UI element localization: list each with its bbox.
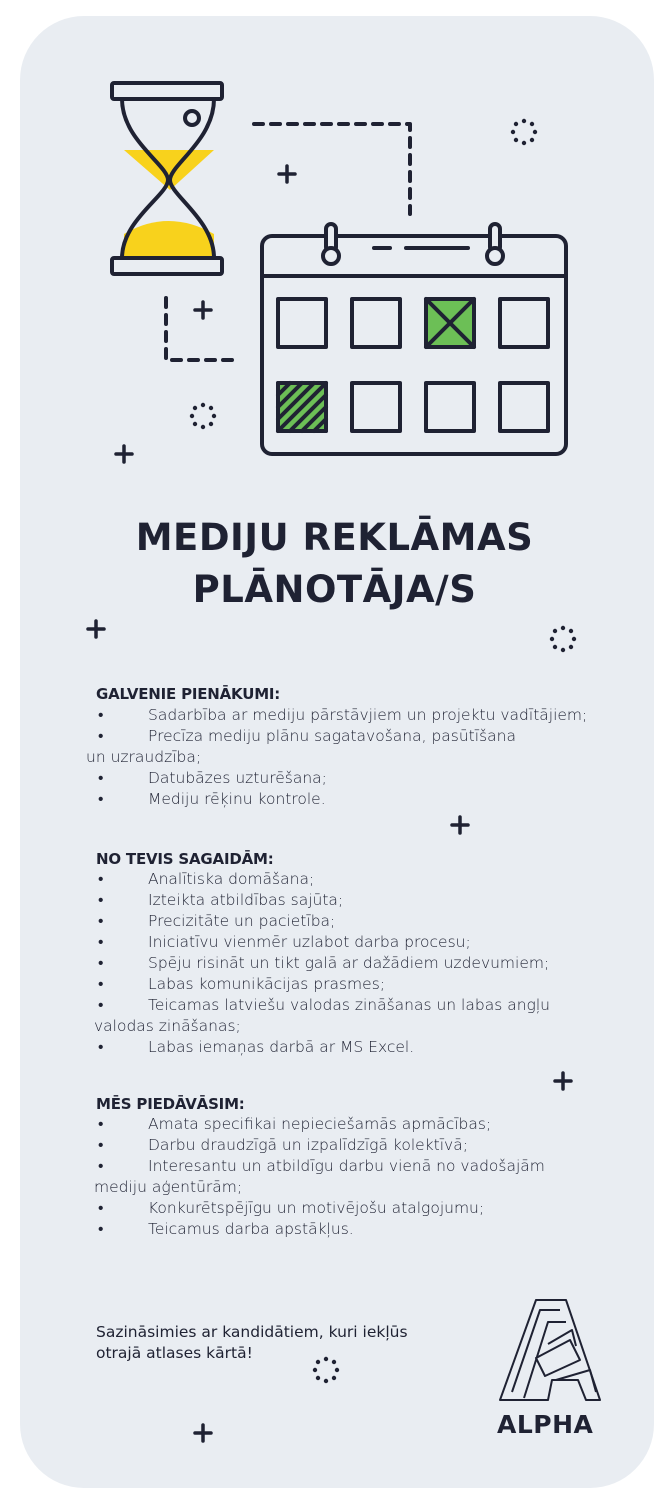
bullet: • [98, 933, 104, 951]
list-item: • Interesantu un atbildīgu darbu vienā no vadošajām [98, 1157, 545, 1175]
bullet: • [98, 706, 104, 724]
bullet: • [98, 870, 104, 888]
responsibilities-list [86, 705, 596, 810]
alpha-logo-text: ALPHA [497, 1410, 594, 1439]
section-heading-offer: MĒS PIEDĀVĀSIM: [96, 1095, 245, 1113]
header-illustration [0, 0, 669, 480]
bullet: • [98, 996, 104, 1014]
requirements-list [96, 869, 596, 1058]
calendar-icon [262, 224, 566, 454]
list-item: • Izteikta atbildības sajūta; [98, 891, 344, 909]
bullet: • [98, 1157, 104, 1175]
list-item: • Darbu draudzīgā un izpalīdzīgā kolektīvā; [98, 1136, 468, 1154]
bullet: • [98, 769, 104, 787]
contact-note [96, 1322, 436, 1364]
list-item: • Datubāzes uzturēšana; [98, 769, 327, 787]
section-heading-responsibilities: GALVENIE PIENĀKUMI: [96, 685, 281, 703]
list-item: • Iniciatīvu vienmēr uzlabot darba procesu; [98, 933, 471, 951]
list-item: • Mediju rēķinu kontrole. [98, 790, 326, 808]
section-heading-requirements: NO TEVIS SAGAIDĀM: [96, 850, 274, 868]
bullet: • [98, 891, 104, 909]
list-item-continuation: valodas zināšanas; [94, 1017, 241, 1035]
list-item-continuation: mediju aģentūrām; [94, 1178, 243, 1196]
bullet: • [98, 1038, 104, 1056]
list-item: • Teicamas latviešu valodas zināšanas un labas angļu [98, 996, 550, 1014]
contact-line-2: otrajā atlases kārtā! [96, 1344, 253, 1362]
bullet: • [98, 1136, 104, 1154]
list-item: • Precīza mediju plānu sagatavošana, pasūtīšana [98, 727, 516, 745]
list-item: • Labas komunikācijas prasmes; [98, 975, 385, 993]
bullet: • [98, 1115, 104, 1133]
list-item: • Analītiska domāšana; [98, 870, 315, 888]
list-item: • Sadarbība ar mediju pārstāvjiem un projektu vadītājiem; [98, 706, 588, 724]
bullet: • [98, 1220, 104, 1238]
bullet: • [98, 954, 104, 972]
hourglass-icon [112, 83, 222, 274]
list-item: • Spēju risināt un tikt galā ar dažādiem uzdevumiem; [98, 954, 550, 972]
offer-list [96, 1114, 596, 1240]
page-title-line-1: MEDIJU REKLĀMAS [135, 516, 534, 559]
bullet: • [98, 1199, 104, 1217]
list-item: • Amata specifikai nepieciešamās apmācības; [98, 1115, 492, 1133]
contact-line-1: Sazināsimies ar kandidātiem, kuri iekļūs [96, 1323, 408, 1341]
bullet: • [98, 790, 104, 808]
bullet: • [98, 975, 104, 993]
list-item: • Labas iemaņas darbā ar MS Excel. [98, 1038, 415, 1056]
bullet: • [98, 912, 104, 930]
list-item-continuation: un uzraudzība; [86, 748, 202, 766]
page-title-line-2: PLĀNOTĀJA/S [192, 568, 477, 611]
list-item: • Konkurētspējīgu un motivējošu atalgojumu; [98, 1199, 485, 1217]
bullet: • [98, 727, 104, 745]
list-item: • Teicamus darba apstākļus. [98, 1220, 354, 1238]
list-item: • Precizitāte un pacietība; [98, 912, 336, 930]
